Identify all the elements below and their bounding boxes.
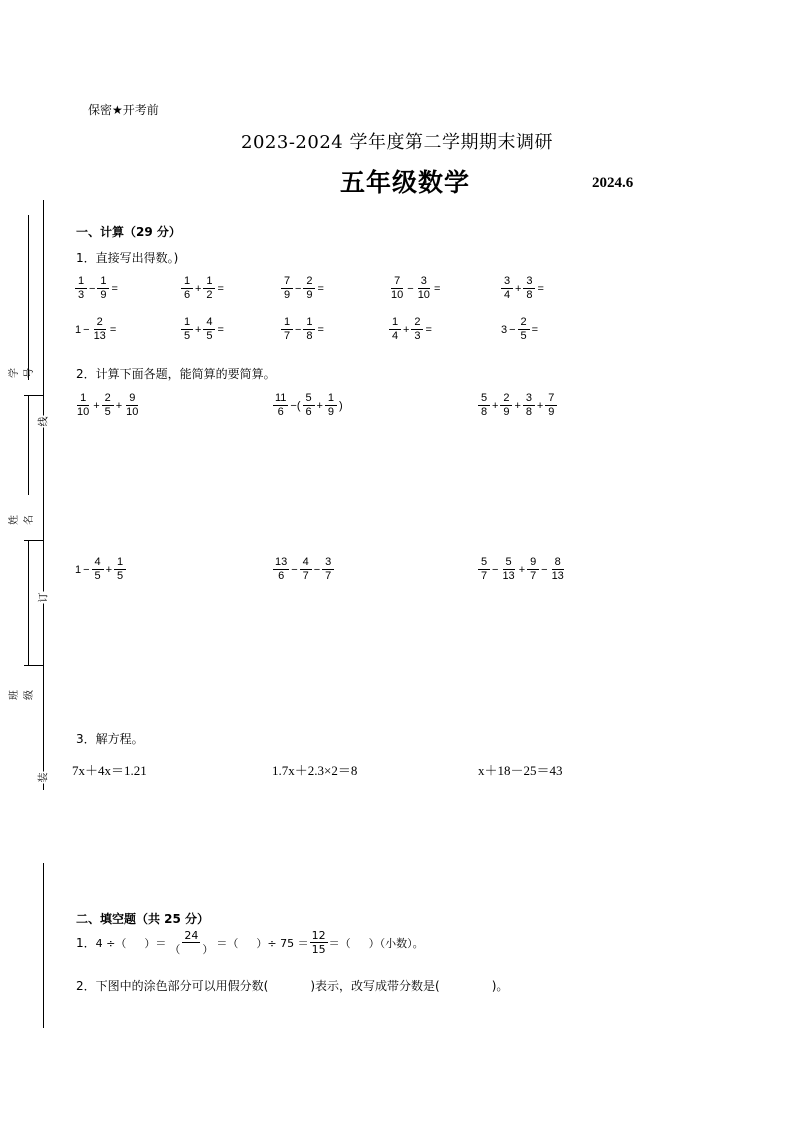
- field-separator: [24, 665, 44, 666]
- q2-label: 2．计算下面各题，能简算的要简算。: [76, 367, 276, 381]
- fraction: [203, 276, 215, 301]
- close-paren: ): [338, 399, 343, 412]
- numerator: 5: [303, 393, 315, 406]
- denominator: 7: [480, 570, 488, 582]
- numerator: 11: [275, 392, 287, 404]
- confidential-mark: 保密★开考前: [88, 103, 159, 117]
- operator: −: [541, 563, 548, 576]
- whole-number: 1: [75, 323, 82, 336]
- fraction: [389, 317, 401, 342]
- denominator-blank[interactable]: （ ）: [169, 943, 214, 956]
- numerator: 3: [523, 393, 535, 406]
- fraction: [181, 317, 193, 342]
- denominator: 10: [126, 406, 139, 418]
- fraction: [416, 276, 432, 301]
- denominator: 6: [183, 289, 191, 301]
- calc-item: [477, 557, 567, 582]
- equals-sign: =: [537, 282, 544, 295]
- numerator: 12: [311, 929, 326, 942]
- denominator: 5: [94, 570, 101, 582]
- fraction: [527, 557, 539, 582]
- numerator: 3: [523, 276, 535, 289]
- numerator: 8: [552, 557, 564, 570]
- operator: +: [518, 563, 526, 576]
- numerator: 1: [181, 276, 193, 289]
- denominator: 9: [283, 289, 291, 301]
- operator: −: [492, 563, 499, 576]
- operator: −: [295, 323, 302, 336]
- numerator: 1: [77, 393, 89, 406]
- numerator: 9: [527, 557, 539, 570]
- numerator: 2: [500, 393, 512, 406]
- name-field[interactable]: [28, 540, 29, 665]
- name-label: 姓名: [9, 515, 35, 525]
- numerator: 7: [391, 276, 403, 289]
- denominator: 6: [305, 406, 312, 418]
- fraction: [501, 276, 513, 301]
- denominator: 5: [206, 330, 213, 342]
- seal-line-char: 线: [35, 416, 50, 428]
- fraction: [500, 393, 512, 418]
- operator: +: [316, 399, 323, 412]
- fraction: [322, 557, 334, 582]
- exam-title: 2023-2024 学年度第二学期期末调研: [241, 132, 553, 153]
- denominator: 3: [414, 330, 421, 342]
- fill-text: ＝（: [328, 936, 351, 950]
- operator: −: [291, 563, 298, 576]
- denominator: 13: [93, 330, 106, 342]
- numerator: 2: [102, 393, 114, 406]
- operator: −: [83, 563, 90, 576]
- whole-number: 3: [501, 323, 508, 336]
- numerator: 4: [300, 557, 312, 570]
- denominator: 4: [503, 289, 511, 301]
- fill-text: 2．下图中的涂色部分可以用假分数(: [76, 979, 269, 993]
- equals-sign: =: [317, 282, 324, 295]
- equals-sign: =: [425, 323, 432, 336]
- numerator: 1: [389, 317, 401, 330]
- denominator: 6: [278, 570, 285, 582]
- denominator: 3: [77, 289, 85, 301]
- calc-item: [272, 557, 335, 582]
- calc-item: [74, 393, 141, 418]
- numerator: 2: [411, 317, 423, 330]
- operator: +: [492, 399, 499, 412]
- numerator: 24: [184, 929, 199, 942]
- fraction: [203, 317, 215, 342]
- fill-text: ）＝: [144, 936, 167, 950]
- fraction: [300, 557, 312, 582]
- operator: −: [89, 282, 96, 295]
- field-separator: [24, 395, 44, 396]
- section-1-heading: 一、计算（29 分）: [76, 225, 181, 239]
- numerator: 2: [303, 276, 315, 289]
- class-label: 班级: [9, 690, 35, 700]
- denominator: 13: [502, 570, 515, 582]
- fill-q1: [76, 930, 424, 955]
- numerator: 9: [126, 393, 138, 406]
- numerator: 3: [501, 276, 513, 289]
- oral-calc-item: [280, 317, 325, 342]
- operator: +: [403, 323, 410, 336]
- oral-calc-item: [180, 276, 225, 301]
- numerator: 4: [92, 557, 104, 570]
- operator: +: [93, 399, 100, 412]
- q3-label: 3．解方程。: [76, 732, 144, 746]
- denominator: 9: [306, 289, 313, 301]
- denominator: 10: [77, 406, 90, 418]
- equals-sign: =: [217, 282, 224, 295]
- numerator: 1: [114, 557, 126, 570]
- numerator: 5: [478, 393, 490, 406]
- numerator: 3: [322, 557, 334, 570]
- binding-line-lower: [43, 863, 44, 1028]
- denominator: 9: [100, 289, 107, 301]
- calc-item: [272, 393, 344, 418]
- equation: 1.7x＋2.3×2＝8: [272, 763, 358, 778]
- denominator: 10: [391, 289, 404, 301]
- denominator: 9: [327, 406, 335, 418]
- numerator: 13: [275, 556, 288, 568]
- denominator: 6: [277, 406, 284, 418]
- binding-line: [43, 200, 44, 790]
- fraction: [303, 276, 315, 301]
- denominator: 7: [325, 570, 332, 582]
- operator: +: [515, 282, 522, 295]
- denominator: 15: [311, 943, 326, 956]
- exam-date: 2024.6: [592, 175, 634, 191]
- oral-calc-item: [180, 317, 225, 342]
- equals-sign: =: [531, 323, 538, 336]
- denominator: 8: [525, 406, 532, 418]
- fraction: [114, 557, 126, 582]
- fraction: [92, 557, 104, 582]
- fraction: [124, 393, 140, 418]
- fraction: [523, 276, 535, 301]
- seal-zhuang-char: 装: [35, 772, 50, 784]
- fill-text: ＝（: [216, 936, 239, 950]
- numerator: 7: [281, 276, 293, 289]
- operator: −: [295, 282, 302, 295]
- numerator: 3: [418, 276, 430, 289]
- whole-number: 1: [75, 563, 82, 576]
- numerator: 2: [518, 317, 530, 330]
- operator: +: [536, 399, 544, 412]
- numerator: 1: [203, 276, 215, 289]
- exam-subject: 五年级数学: [340, 168, 471, 197]
- numerator: 7: [545, 393, 557, 406]
- operator: +: [115, 399, 123, 412]
- denominator: 8: [306, 330, 313, 342]
- student-no-field[interactable]: [28, 215, 29, 380]
- operator: −: [83, 323, 90, 336]
- denominator: 7: [530, 570, 537, 582]
- denominator: 9: [548, 406, 555, 418]
- operator: −: [509, 323, 516, 336]
- fraction: [303, 393, 315, 418]
- fraction: [545, 393, 557, 418]
- denominator: 8: [480, 406, 488, 418]
- fraction: [500, 557, 516, 582]
- fraction: [75, 393, 91, 418]
- denominator: 4: [391, 330, 399, 342]
- numerator: 1: [97, 276, 109, 289]
- numerator: 5: [503, 557, 515, 570]
- fraction: [92, 317, 108, 342]
- operator: +: [514, 399, 521, 412]
- oral-calc-item: [74, 276, 119, 301]
- operator: −(: [290, 399, 301, 412]
- denominator: 7: [302, 570, 309, 582]
- equation: x＋18－25＝43: [478, 763, 563, 778]
- oral-calc-item: [74, 317, 117, 342]
- oral-calc-item: [500, 317, 539, 342]
- calc-item: [477, 393, 558, 418]
- fraction: [518, 317, 530, 342]
- oral-calc-item: [500, 276, 545, 301]
- numerator: 1: [303, 317, 315, 330]
- fraction: [303, 317, 315, 342]
- denominator: 5: [104, 406, 111, 418]
- denominator: 5: [116, 570, 124, 582]
- fraction: [523, 393, 535, 418]
- fill-text: )表示，改写成带分数是(: [310, 979, 440, 993]
- numerator: 2: [94, 317, 106, 330]
- student-no-label: 学号: [9, 368, 35, 378]
- fraction: [478, 393, 490, 418]
- operator: +: [105, 563, 112, 576]
- numerator: 1: [281, 317, 293, 330]
- operator: +: [195, 282, 202, 295]
- equals-sign: =: [217, 323, 224, 336]
- fraction: [102, 393, 114, 418]
- fraction: [550, 557, 566, 582]
- fraction: [281, 317, 293, 342]
- fraction: [281, 276, 293, 301]
- denominator: 13: [551, 570, 564, 582]
- denominator: 2: [206, 289, 213, 301]
- seal-ding-char: 订: [35, 592, 50, 604]
- fraction: [97, 276, 109, 301]
- denominator: 5: [520, 330, 527, 342]
- numerator: 1: [325, 393, 337, 406]
- fraction: [478, 557, 490, 582]
- operator: +: [195, 323, 202, 336]
- denominator: 5: [183, 330, 191, 342]
- fraction: [389, 276, 405, 301]
- q1-label: 1．直接写出得数。): [76, 251, 179, 265]
- operator: −: [313, 563, 321, 576]
- name-field-top: [28, 395, 29, 495]
- fill-q1-number: 1．: [76, 936, 96, 950]
- section-2-heading: 二、填空题（共 25 分）: [76, 912, 210, 926]
- fraction: [75, 276, 87, 301]
- fraction: [325, 393, 337, 418]
- fill-text: ）÷ 75 ＝: [256, 936, 309, 950]
- fraction: [181, 276, 193, 301]
- equals-sign: =: [317, 323, 324, 336]
- oral-calc-item: [280, 276, 325, 301]
- fraction: [411, 317, 423, 342]
- equals-sign: =: [109, 323, 117, 336]
- equation: 7x＋4x＝1.21: [72, 763, 147, 778]
- oral-calc-item: [388, 317, 433, 342]
- fraction: [273, 393, 288, 418]
- equals-sign: =: [111, 282, 118, 295]
- oral-calc-item: [388, 276, 441, 301]
- numerator: 5: [478, 557, 490, 570]
- field-separator: [24, 540, 44, 541]
- fill-text: )。: [491, 979, 509, 993]
- fraction: [167, 930, 215, 955]
- fraction: [310, 930, 328, 955]
- equals-sign: =: [433, 282, 441, 295]
- calc-item: [74, 557, 127, 582]
- fill-text: ）（小数）。: [368, 936, 424, 950]
- fill-q2: [76, 977, 508, 994]
- numerator: 1: [181, 317, 193, 330]
- denominator: 9: [503, 406, 510, 418]
- denominator: 10: [417, 289, 430, 301]
- fill-text: 4 ÷（: [95, 936, 127, 950]
- denominator: 8: [526, 289, 533, 301]
- numerator: 1: [75, 276, 87, 289]
- numerator: 4: [203, 317, 215, 330]
- operator: −: [407, 282, 414, 295]
- fraction: [273, 557, 289, 582]
- denominator: 7: [283, 330, 291, 342]
